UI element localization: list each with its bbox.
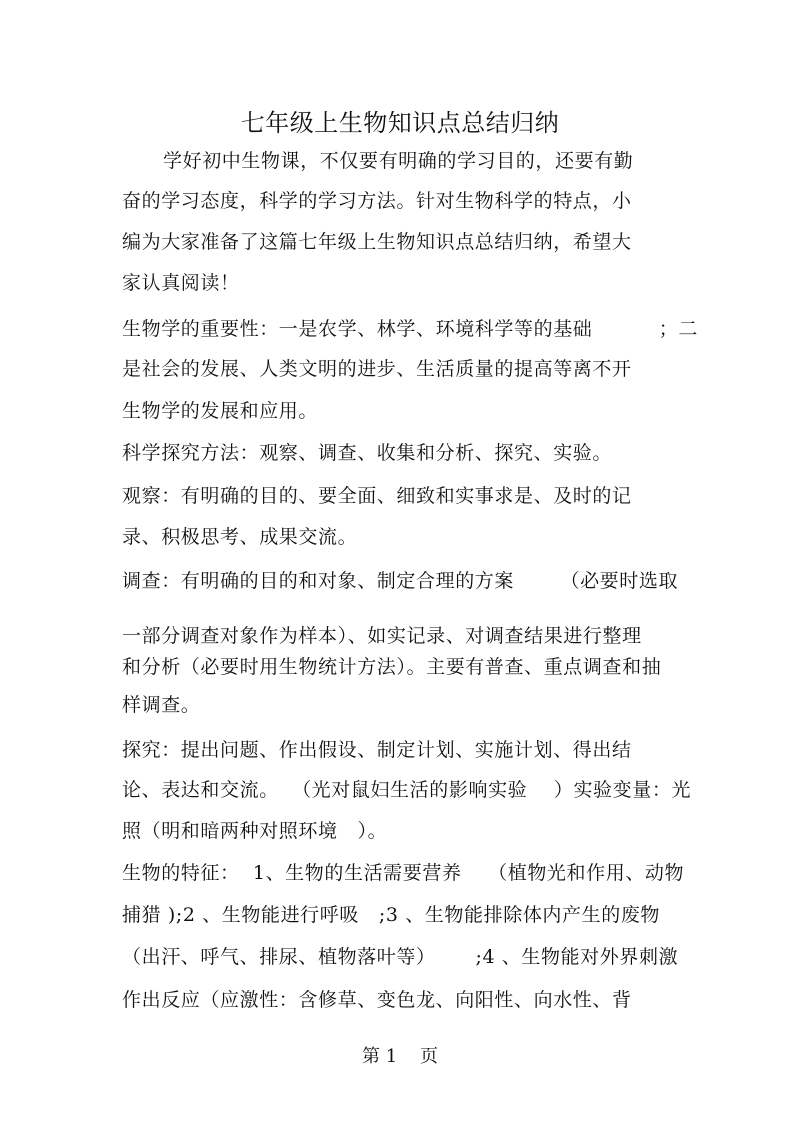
body-line-6: 是社会的发展、人类文明的进步、生活质量的提高等离不开	[122, 358, 632, 380]
body-line-21: 作出反应（应激性：含修草、变色龙、向阳性、向水性、背	[122, 989, 632, 1011]
body-line-11: 调查：有明确的目的和对象、制定合理的方案 （必要时选取	[122, 570, 679, 592]
body-line-16: 论、表达和交流。 （光对鼠妇生活的影响实验 ）实验变量：光	[122, 779, 692, 801]
body-line-8: 科学探究方法：观察、调查、收集和分析、探究、实验。	[122, 442, 613, 464]
body-line-20: （出汗、呼气、排尿、植物落叶等） ;4 、生物能对外界刺激	[122, 946, 679, 968]
body-line-1: 学好初中生物课，不仅要有明确的学习目的，还要有勤	[163, 150, 634, 172]
body-line-12: 一部分调查对象作为样本）、如实记录、对调查结果进行整理	[122, 625, 642, 647]
body-line-9: 观察：有明确的目的、要全面、细致和实事求是、及时的记	[122, 485, 632, 507]
body-line-19: 捕猎 );2 、生物能进行呼吸 ;3 、生物能排除体内产生的废物	[122, 904, 661, 926]
body-line-7: 生物学的发展和应用。	[122, 400, 319, 422]
body-line-5: 生物学的重要性：一是农学、林学、环境科学等的基础 ；二	[122, 318, 698, 340]
body-line-10: 录、积极思考、成果交流。	[122, 526, 358, 548]
body-line-15: 探究：提出问题、作出假设、制定计划、实施计划、得出结	[122, 739, 632, 761]
body-line-18: 生物的特征： 1、生物的生活需要营养 （植物光和作用、动物	[122, 862, 685, 884]
body-line-13: 和分析（必要时用生物统计方法）。主要有普查、重点调查和抽	[122, 656, 662, 678]
body-line-4: 家认真阅读！	[122, 272, 240, 294]
body-line-3: 编为大家准备了这篇七年级上生物知识点总结归纳，希望大	[122, 231, 632, 253]
page-number: 第 1 页	[361, 1046, 439, 1067]
body-line-14: 样调查。	[122, 694, 201, 716]
body-line-2: 奋的学习态度，科学的学习方法。针对生物科学的特点，小	[122, 190, 632, 212]
body-line-17: 照（明和暗两种对照环境 ）。	[122, 820, 388, 842]
document-title: 七年级上生物知识点总结归纳	[240, 109, 560, 137]
